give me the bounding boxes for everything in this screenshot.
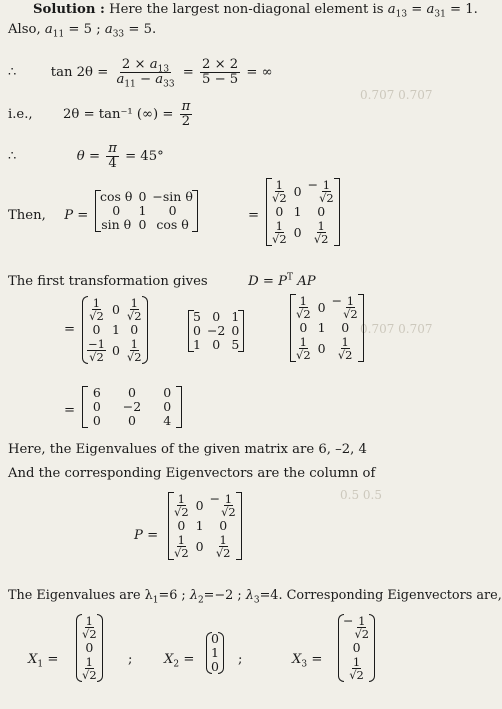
x3-text: X xyxy=(292,652,302,667)
x2-text: X xyxy=(164,652,174,667)
pt-matrix: $\frac{1}{√2}$ 0 $\frac{1}{√2}$ 0 1 0 $\frac{-1}{√2}$ 0 $\frac{1}{√2}$ xyxy=(84,296,146,364)
p-label: P xyxy=(134,528,143,543)
x2-label: $X_2$ = xyxy=(164,652,195,670)
ie-lhs: 2θ xyxy=(63,107,80,122)
then-text: Then, xyxy=(8,208,46,223)
therefore-symbol: ∴ xyxy=(8,65,17,80)
a-matrix: 5 0 1 0 −2 0 1 0 5 xyxy=(190,310,242,352)
p-equals: P = xyxy=(134,528,159,543)
p-matrix-right: $\frac{1}{√2}$ 0 − $\frac{1}{√2}$ 0 1 0 $\frac{1}{√2}$ 0 $\frac{1}{√2}$ xyxy=(292,294,362,362)
x3-vector: − $\frac{1}{√2}$ 0 $\frac{1}{√2}$ xyxy=(340,614,373,682)
x2-vector: 0 1 0 xyxy=(208,632,222,674)
tan-lhs: tan 2θ xyxy=(50,65,93,80)
bleed-through: 0.707 0.707 xyxy=(360,322,433,336)
solution-label: Solution : xyxy=(33,2,105,17)
eigenvalues-line: Here, the Eigenvalues of the given matrix are 6, –2, 4 xyxy=(8,442,367,457)
x1-text: X xyxy=(28,652,38,667)
theta-lhs: θ xyxy=(76,149,85,164)
eigenvectors-line: And the corresponding Eigenvectors are the column of xyxy=(8,466,376,481)
d-matrix: 6 0 0 0 −2 0 0 0 4 xyxy=(84,386,180,428)
ie-mid: = tan⁻¹ (∞) = xyxy=(83,107,174,122)
final-text2: Corresponding Eigenvectors are, xyxy=(286,588,502,603)
first-transform-line: The first transformation gives $D = P^T$ AP xyxy=(8,272,316,289)
then-label: Then, P = xyxy=(8,208,89,223)
also-line: Also, $a_{11} = 5$ ; $a_{33} = 5$. xyxy=(8,22,157,40)
also-text: Also, xyxy=(8,22,41,37)
p-label: P xyxy=(64,208,74,223)
eigenvector-matrix: $\frac{1}{√2}$ 0 − $\frac{1}{√2}$ 0 1 0 $\frac{1}{√2}$ 0 $\frac{1}{√2}$ xyxy=(170,492,240,560)
ie-label: i.e., xyxy=(8,107,33,122)
d-expr: D = P xyxy=(248,274,287,289)
bleed-through: 0.707 0.707 xyxy=(360,88,433,102)
x1-label: $X_1$ = xyxy=(28,652,59,670)
final-line: The Eigenvalues are $\lambda_1=6$ ; $\lambda_2=-2$ ; $\lambda_3=4$. Corresponding Eigenvectors are, xyxy=(8,588,502,606)
theta-rhs: = 45° xyxy=(125,149,164,164)
document-page: 0.707 0.707 0.707 0.707 0.5 0.5 Solution : Here the largest non-diagonal element is $a_{13} = a_{31} = 1$. Also, $a_{11} = 5$ ; $a_{33} = 5$. ∴ tan 2θ = $\frac{2 \times a_{13}}{a_{11} - a_{33}}$ = $\frac{2 \times 2}{5 - 5}$ = ∞ i.e., 2θ = tan⁻¹ (∞) = $\frac{\pi}{2}$ ∴ θ = $\frac{\pi}{4}$ = 45° Then, P = cos θ 0 −sin θ 0 1 0 sin θ 0 cos θ = $\frac{1}{√2}$ 0 − $\frac{1}{√2}$ 0 1 0 $\frac{1}{√2}$ 0 $\frac{1}{√2}$ The first transformation gives $D = P^T$ AP = $\frac{1}{√2}$ 0 $\frac{1}{√2}$ 0 1 0 $\frac{-1}{√2}$ 0 $\frac{1}{√2}$ 5 0 1 0 −2 0 1 0 5 $\frac{1}{√2}$ 0 − $\frac{1}{√2}$ 0 1 0 $\frac{1}{√2}$ 0 $\frac{1}{√2}$ = 6 0 0 0 −2 0 0 0 4 Here, the Eigenvalues of the given matrix are 6, –2, 4 And the corresponding Eigenvectors are the column of P = $\frac{1}{√2}$ 0 − $\frac{1}{√2}$ 0 1 0 $\frac{1}{√2}$ 0 $\frac{1}{√2}$ The Eigenvalues are $\lambda_1=6$ ; $\lambda_2=-2$ ; $\lambda_3=4$. Corresponding Eigenvectors are, $X_1$ = $\frac{1}{√2}$ 0 $\frac{1}{√2}$ ; $X_2$ = 0 1 0 ; $X_3$ = − $\frac{1}{√2}$ 0 $\frac{1}{√2}$ xyxy=(8,2,502,682)
solution-text: Here the largest non-diagonal element is xyxy=(109,2,384,17)
d-expr2: AP xyxy=(297,274,316,289)
rotation-matrix: cos θ 0 −sin θ 0 1 0 sin θ 0 cos θ xyxy=(97,190,196,232)
solution-line: Solution : Here the largest non-diagonal element is $a_{13} = a_{31} = 1$. xyxy=(33,2,478,20)
p-matrix: $\frac{1}{√2}$ 0 − $\frac{1}{√2}$ 0 1 0 $\frac{1}{√2}$ 0 $\frac{1}{√2}$ xyxy=(268,178,338,246)
x3-label: $X_3$ = xyxy=(292,652,323,670)
equals: = xyxy=(97,65,109,80)
bleed-through: 0.5 0.5 xyxy=(340,488,382,502)
therefore-symbol: ∴ xyxy=(8,149,17,164)
tan-equation: ∴ tan 2θ = $\frac{2 \times a_{13}}{a_{11} - a_{33}}$ = $\frac{2 \times 2}{5 - 5}$ = ∞ xyxy=(8,57,273,90)
theta-equation: ∴ θ = $\frac{\pi}{4}$ = 45° xyxy=(8,141,164,171)
tan-rhs: = ∞ xyxy=(246,65,273,80)
first-transform-text: The first transformation gives xyxy=(8,274,208,289)
final-text: The Eigenvalues are λ xyxy=(8,588,153,603)
ie-equation: i.e., 2θ = tan⁻¹ (∞) = $\frac{\pi}{2}$ xyxy=(8,99,191,129)
x1-vector: $\frac{1}{√2}$ 0 $\frac{1}{√2}$ xyxy=(78,614,101,682)
